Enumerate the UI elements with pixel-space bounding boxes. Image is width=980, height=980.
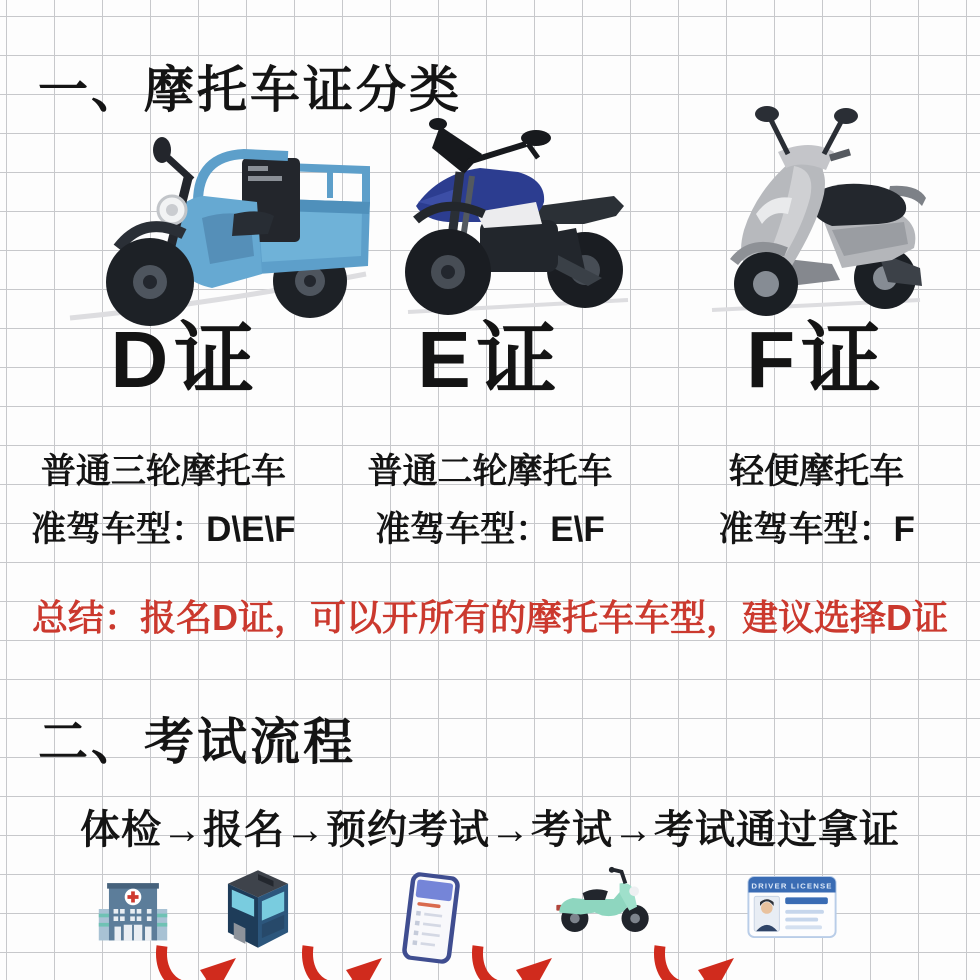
- allowed-types-f: 准驾车型：F: [718, 510, 915, 549]
- driver-license-card-text: DRIVER LICENSE: [751, 881, 833, 891]
- d-license-tricycle-image: [52, 106, 374, 328]
- e-license-motorcycle-image: [388, 110, 640, 322]
- exam-flow-text: 体检→报名→预约考试→考试→考试通过拿证: [80, 808, 900, 852]
- section1-title: 一、摩托车证分类: [38, 62, 462, 118]
- section2-title: 二、考试流程: [38, 714, 356, 770]
- silver-scooter-illustration: [682, 102, 934, 320]
- exam-steps-row: [0, 858, 980, 980]
- allowed-types-row: [0, 502, 980, 552]
- f-license-scooter-image: [682, 102, 934, 320]
- phone-booking-icon: [399, 871, 463, 965]
- hospital-icon: [96, 874, 170, 944]
- allowed-types-d: 准驾车型：D\E\F: [31, 510, 296, 549]
- flow-arrow-icon: [152, 942, 240, 980]
- exam-motorcycle-icon: [550, 864, 658, 934]
- driver-license-card-icon: [746, 876, 838, 938]
- registration-building-icon: [226, 868, 290, 950]
- vehicle-images-row: [0, 100, 980, 328]
- allowed-types-e: 准驾车型：E\F: [375, 510, 605, 549]
- vehicle-type-f: 轻便摩托车: [729, 452, 905, 491]
- vehicle-types-row: [0, 444, 980, 494]
- flow-arrow-icon: [468, 942, 556, 980]
- license-label-d: D证: [110, 315, 261, 404]
- flow-arrow-icon: [298, 942, 386, 980]
- license-labels-row: [0, 315, 980, 404]
- vehicle-type-d: 普通三轮摩托车: [40, 452, 286, 491]
- license-label-f: F证: [746, 315, 888, 404]
- summary-text: 总结：报名D证，可以开所有的摩托车车型，建议选择D证: [32, 597, 948, 638]
- vehicle-type-e: 普通二轮摩托车: [367, 452, 613, 491]
- license-label-e: E证: [417, 315, 563, 404]
- blue-cargo-tricycle-illustration: [52, 106, 374, 328]
- blue-motorcycle-illustration: [388, 110, 640, 322]
- flow-arrow-icon: [650, 942, 738, 980]
